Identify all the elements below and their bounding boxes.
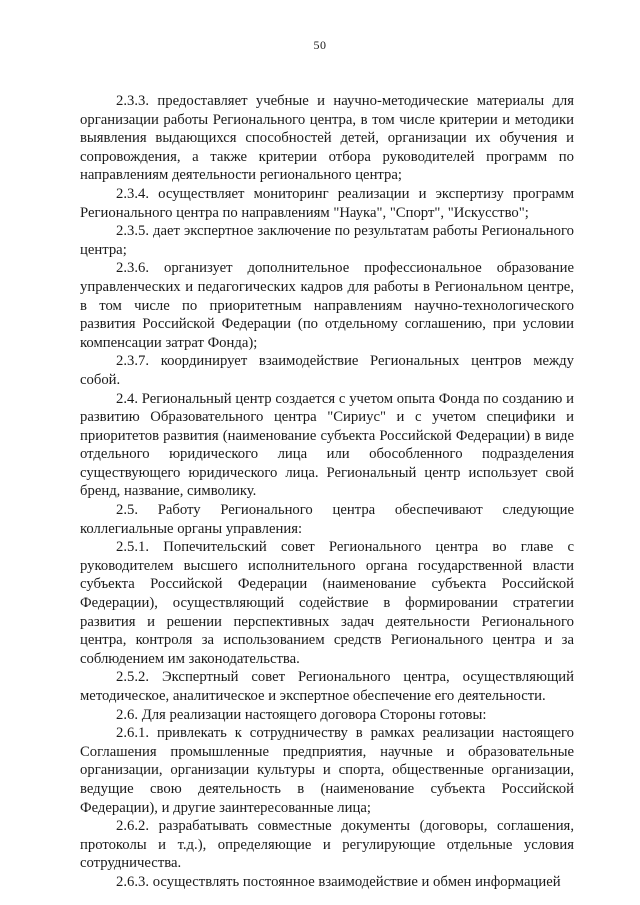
paragraph-2-5-1: 2.5.1. Попечительский совет Регионального центра во главе с руководителем высшего исполнительного органа государственной власти субъекта Российской Федерации (наименование субъекта Российской Федерации), осуществляющий содействие в формировании стратегии развития и решении перспективных задач деятельности Регионального центра, контроля за использованием средств Регионального центра и за соблюдением им законодательства. xyxy=(80,539,574,667)
paragraph-2-5-2: 2.5.2. Экспертный совет Регионального центра, осуществляющий методическое, аналитическое и экспертное обеспечение его деятельности. xyxy=(80,669,574,704)
paragraph-2-3-7: 2.3.7. координирует взаимодействие Региональных центров между собой. xyxy=(80,353,574,388)
document-body xyxy=(80,92,574,892)
paragraph-2-4: 2.4. Региональный центр создается с учетом опыта Фонда по созданию и развитию Образовательного центра "Сириус" и с учетом специфики и приоритетов развития (наименование субъекта Российской Федерации) в виде отдельного юридического лица или обособленного подразделения существующего юридического лица. Региональный центр использует свой бренд, название, символику. xyxy=(80,390,574,500)
paragraph-2-5: 2.5. Работу Регионального центра обеспечивают следующие коллегиальные органы управления: xyxy=(80,502,574,537)
paragraph-2-3-5: 2.3.5. дает экспертное заключение по результатам работы Регионального центра; xyxy=(80,223,574,258)
paragraph-2-6-2: 2.6.2. разрабатывать совместные документы (договоры, соглашения, протоколы и т.д.), определяющие и регулирующие отдельные условия сотрудничества. xyxy=(80,818,574,872)
paragraph-2-6-3: 2.6.3. осуществлять постоянное взаимодействие и обмен информацией xyxy=(116,873,561,890)
paragraph-2-6: 2.6. Для реализации настоящего договора Стороны готовы: xyxy=(116,706,487,723)
page-number: 50 xyxy=(313,38,327,52)
paragraph-2-3-4: 2.3.4. осуществляет мониторинг реализации и экспертизу программ Регионального центра по направлениям "Наука", "Спорт", "Искусство"; xyxy=(80,185,574,221)
paragraph-2-3-3: 2.3.3. предоставляет учебные и научно-методические материалы для организации работы Регионального центра, в том числе критерии и методики выявления выдающихся способностей детей, организации их обучения и сопровождения, а также критерии отбора руководителей программ по направлениям деятельности регионального центра; xyxy=(80,93,574,184)
paragraph-2-3-6: 2.3.6. организует дополнительное профессиональное образование управленческих и педагогических кадров для работы в Региональном центре, в том числе по приоритетным направлениям научно-технологического развития Российской Федерации (по отдельному соглашению, при условии компенсации затрат Фонда); xyxy=(80,260,574,351)
paragraph-2-6-1: 2.6.1. привлекать к сотрудничеству в рамках реализации настоящего Соглашения промышленные предприятия, научные и образовательные организации, организации культуры и спорта, общественные организации, ведущие свою деятельность в (наименование субъекта Российской Федерации), и другие заинтересованные лица; xyxy=(80,725,574,816)
